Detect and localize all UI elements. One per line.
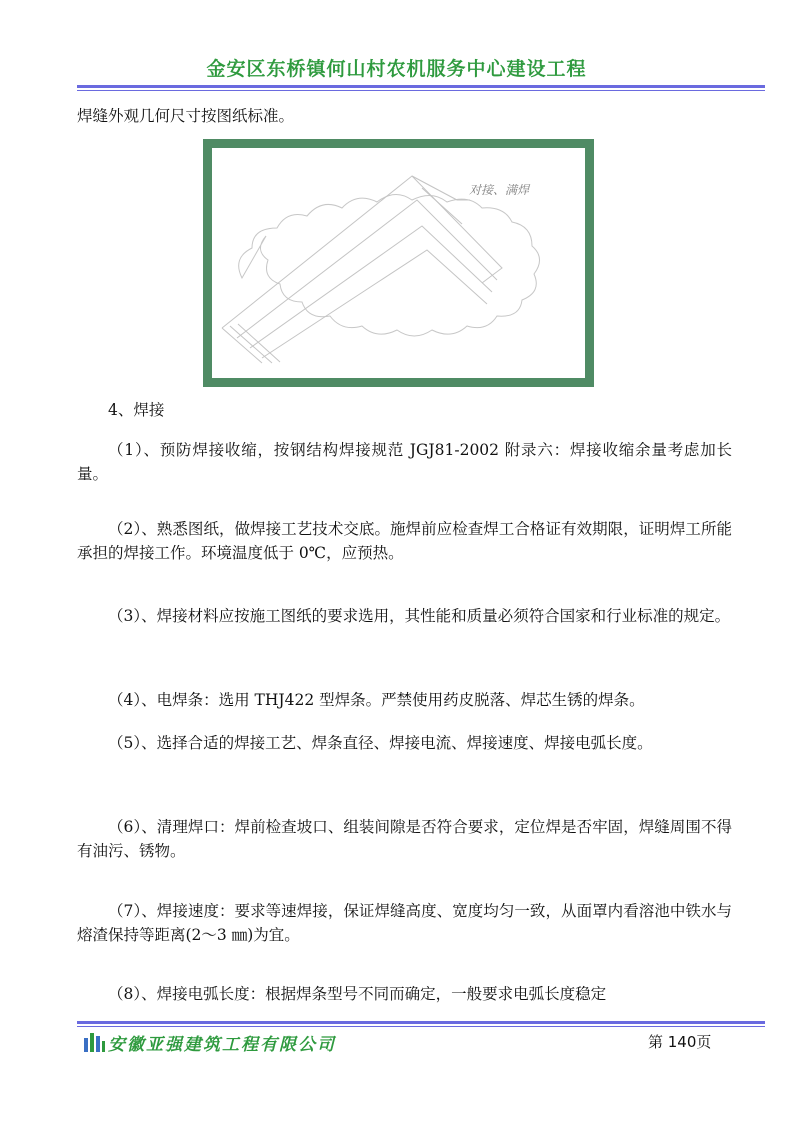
paragraph-6: （6）、清理焊口：焊前检查坡口、组装间隙是否符合要求，定位焊是否牢固，焊缝周围不得有油污、锈物。 bbox=[77, 818, 732, 860]
paragraph-7: （7）、焊接速度：要求等速焊接，保证焊缝高度、宽度均匀一致，从面罩内看溶池中铁水与熔渣保持等距离(2～3 ㎜)为宜。 bbox=[77, 902, 732, 944]
paragraph-3: （3）、焊接材料应按施工图纸的要求选用，其性能和质量必须符合国家和行业标准的规定。 bbox=[108, 607, 731, 625]
figure-label: 对接、满焊 bbox=[469, 183, 530, 197]
weld-figure bbox=[203, 139, 594, 387]
footer-rule-thin bbox=[77, 1026, 765, 1027]
header-rule-thick bbox=[77, 85, 765, 88]
weld-diagram bbox=[212, 148, 585, 378]
paragraph-5: （5）、选择合适的焊接工艺、焊条直径、焊接电流、焊接速度、焊接电弧长度。 bbox=[108, 734, 653, 752]
paragraph-2: （2）、熟悉图纸，做焊接工艺技术交底。施焊前应检查焊工合格证有效期限，证明焊工所能承担的焊接工作。环境温度低于 0℃，应预热。 bbox=[77, 520, 732, 562]
intro-text: 焊缝外观几何尺寸按图纸标准。 bbox=[77, 107, 295, 125]
section-heading: 4、焊接 bbox=[108, 401, 165, 419]
company-logo-icon bbox=[82, 1030, 106, 1052]
footer-company: 安徽亚强建筑工程有限公司 bbox=[108, 1035, 336, 1055]
paragraph-1: （1）、预防焊接收缩，按钢结构焊接规范 JGJ81-2002 附录六：焊接收缩余量考虑加长量。 bbox=[77, 441, 732, 483]
header-title: 金安区东桥镇何山村农机服务中心建设工程 bbox=[206, 58, 587, 80]
page-number: 第 140页 bbox=[648, 1033, 712, 1051]
footer-rule-thick bbox=[77, 1021, 765, 1024]
paragraph-4: （4）、电焊条：选用 THJ422 型焊条。严禁使用药皮脱落、焊芯生锈的焊条。 bbox=[108, 691, 645, 709]
paragraph-8: （8）、焊接电弧长度：根据焊条型号不同而确定，一般要求电弧长度稳定 bbox=[108, 985, 607, 1003]
header-rule-thin bbox=[77, 90, 765, 91]
